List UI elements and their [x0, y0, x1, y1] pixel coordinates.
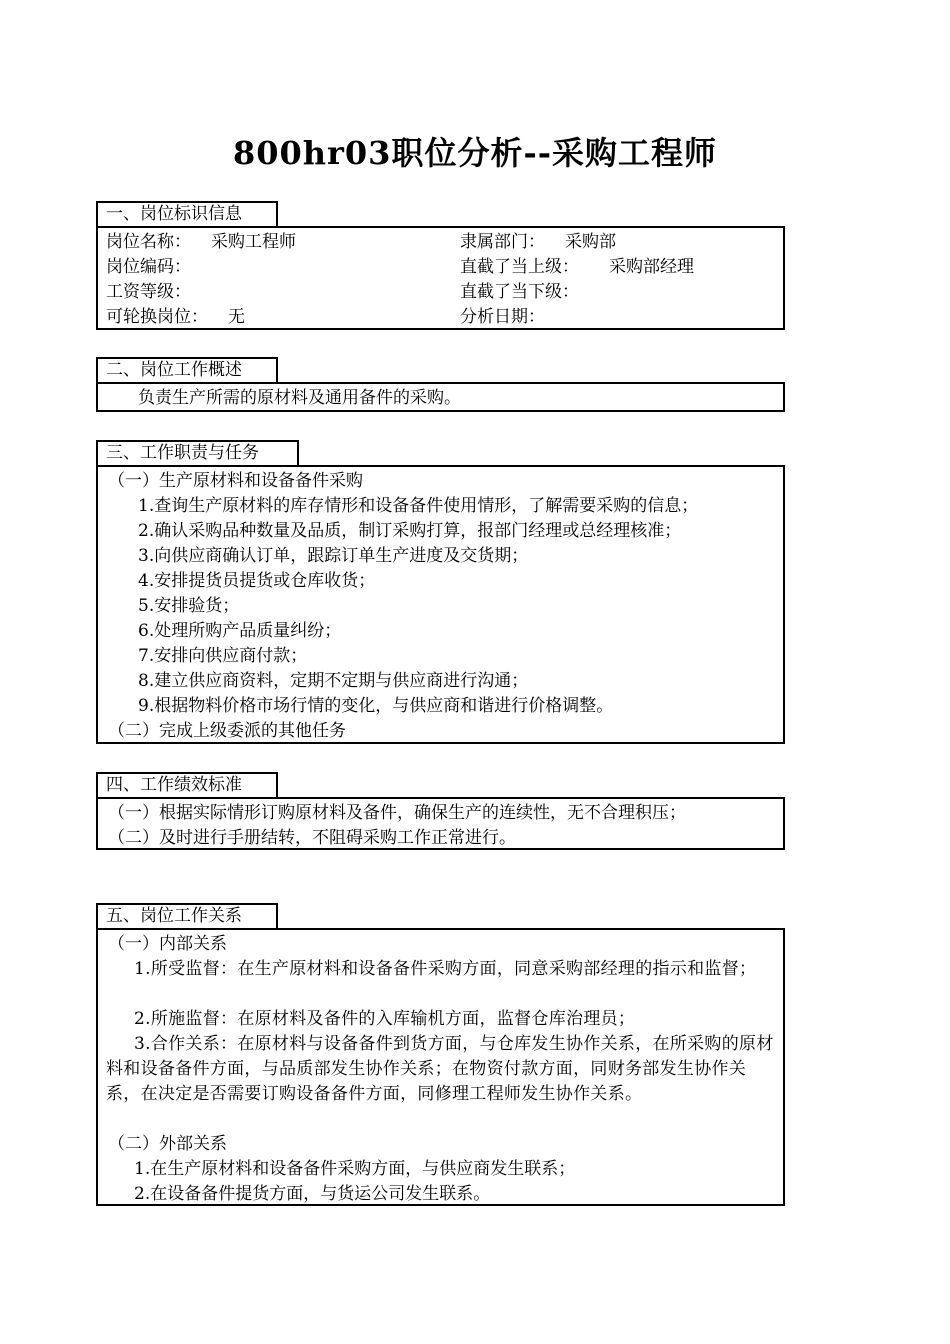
rotation-value: 无	[228, 307, 245, 327]
superior-row	[460, 255, 694, 280]
superior-value: 采购部经理	[609, 257, 694, 277]
section5-box	[96, 928, 785, 1206]
duties-subheading-1: （一）生产原材料和设备备件采购	[108, 471, 363, 491]
list-item: 1.所受监督：在生产原材料和设备备件采购方面，同意采购部经理的指示和监督；	[134, 959, 757, 979]
list-item: 6.处理所购产品质量纠纷；	[138, 621, 342, 641]
department-value: 采购部	[565, 232, 616, 252]
list-item: 3.合作关系：在原材料与设备备件到货方面，与仓库发生协作关系，在所采购的原材料和设备备件方面，与品质部发生协作关系；在物资付款方面，同财务部发生协作关系，在决定是否需要订购设备备件方面，同修理工程师发生协作关系。	[106, 1034, 774, 1104]
section3-header: 三、工作职责与任务	[96, 440, 299, 465]
duties-subheading-2: （二）完成上级委派的其他任务	[108, 721, 346, 741]
list-item: 5.安排验货；	[138, 596, 240, 616]
rotation-label: 可轮换岗位：	[106, 307, 208, 327]
section2-box	[96, 382, 785, 412]
list-item: 2.所施监督：在原材料及备件的入库输机方面，监督仓库治理员；	[134, 1009, 636, 1029]
section2-header: 二、岗位工作概述	[96, 357, 278, 382]
page-title: 800hr03职位分析--采购工程师	[232, 134, 718, 172]
salary-grade-label: 工资等级：	[106, 282, 191, 302]
position-code-label: 岗位编码：	[106, 257, 191, 277]
list-item: 1.查询生产原材料的库存情形和设备备件使用情形，了解需要采购的信息；	[138, 496, 699, 516]
list-item: （二）及时进行手册结转，不阻碍采购工作正常进行。	[108, 828, 516, 848]
section4-box	[96, 797, 785, 850]
section4-header: 四、工作绩效标准	[96, 772, 278, 797]
list-item: 1.在生产原材料和设备备件采购方面，与供应商发生联系；	[134, 1159, 576, 1179]
relations-subheading-internal: （一）内部关系	[108, 934, 227, 954]
subordinate-label: 直截了当下级：	[460, 282, 579, 302]
position-name-row	[106, 230, 296, 255]
list-item: 4.安排提货员提货或仓库收货；	[138, 571, 376, 591]
section1-box	[96, 226, 785, 330]
superior-label: 直截了当上级：	[460, 257, 579, 277]
position-name-value: 采购工程师	[211, 232, 296, 252]
department-row	[460, 230, 616, 255]
list-item: 9.根据物料价格市场行情的变化，与供应商和谐进行价格调整。	[138, 696, 614, 716]
list-item: 8.建立供应商资料，定期不定期与供应商进行沟通；	[138, 671, 529, 691]
rotation-row	[106, 305, 245, 330]
list-item: （一）根据实际情形订购原材料及备件，确保生产的连续性，无不合理积压；	[108, 803, 686, 823]
analysis-date-label: 分析日期：	[460, 307, 545, 327]
relations-subheading-external: （二）外部关系	[108, 1134, 227, 1154]
department-label: 隶属部门：	[460, 232, 545, 252]
list-item: 2.确认采购品种数量及品质，制订采购打算，报部门经理或总经理核准；	[138, 521, 682, 541]
section5-header: 五、岗位工作关系	[96, 903, 278, 928]
list-item: 2.在设备备件提货方面，与货运公司发生联系。	[134, 1184, 491, 1204]
section1-header: 一、岗位标识信息	[96, 201, 278, 226]
position-name-label: 岗位名称：	[106, 232, 191, 252]
list-item: 7.安排向供应商付款；	[138, 646, 308, 666]
summary-text: 负责生产所需的原材料及通用备件的采购。	[138, 388, 461, 408]
list-item: 3.向供应商确认订单，跟踪订单生产进度及交货期；	[138, 546, 529, 566]
section3-box	[96, 465, 785, 744]
